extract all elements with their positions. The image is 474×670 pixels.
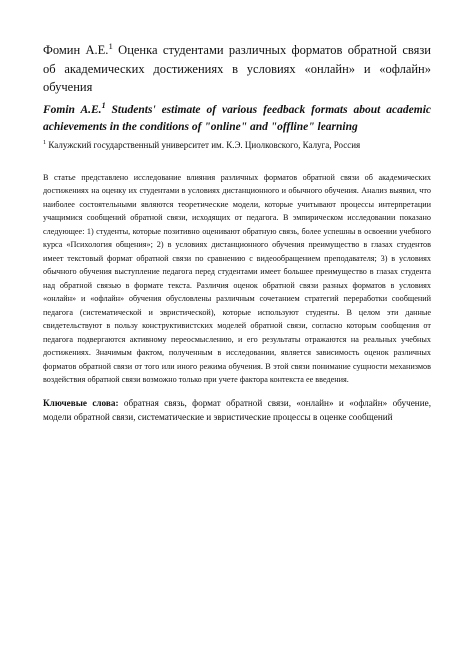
author-ru-footnote-mark: 1 (108, 40, 113, 51)
author-en-footnote-mark: 1 (101, 100, 106, 110)
affiliation-mark: 1 (43, 138, 47, 146)
paper-page (43, 41, 431, 425)
title-en-text: Students' estimate of various feedback formats about academic achievements in the conditions of "online" and "offline" learning (43, 103, 431, 133)
keywords-label: Ключевые слова: (43, 397, 119, 408)
author-ru: Фомин А.Е. (43, 43, 109, 57)
affiliation (43, 139, 431, 151)
abstract: В статье представлено исследование влияния различных форматов обратной связи об академических достижениях на оценку их студентами в условиях дистанционного и обычного обучения. Анализ выявил, что наиболее состоятельными являются теоретические модели, которые учитывают процессы интерпретации учащимися сообщений обратной связи, исходящих от педагога. В эмпирическом исследовании показано следующее: 1) студенты, которые позитивно оценивают обратную связь, более успешны в освоении учебного курса «Психология общения»; 2) в условиях дистанционного обучения преимущество в глазах студентов имеет текстовый формат обратной связи по сравнению с видеообращением преподавателя; 3) в условиях обычного обучения выступление педагога перед студентами имеет большее преимущество в глазах студента над обратной связью в формате текста. Различия оценок обратной связи разных форматов в условиях «онлайн» и «офлайн» обучения обусловлены различным сочетанием стратегий переработки сообщений педагога (систематической и эвристической), которые используют студенты. В целом эти данные свидетельствуют в пользу конструктивистских моделей обратной связи, согласно которым сообщения от педагога подвергаются активному переосмыслению, и его результаты отражаются на реальных учебных достижениях. Значимым фактом, полученным в исследовании, является зависимость оценок различных форматов обратной связи от того или иного режима обучения. В этой связи понимание сущности механизмов воздействия обратной связи возможно только при учете фактора контекста ее введения. (43, 172, 431, 384)
title-russian (43, 41, 431, 97)
keywords-text: обратная связь, формат обратной связи, «онлайн» и «офлайн» обучение, модели обратной связи, систематические и эвристические процессы в оценке сообщений (43, 397, 431, 422)
title-ru-text: Оценка студентами различных форматов обратной связи об академических достижениях в условиях «онлайн» и «офлайн» обучения (43, 43, 431, 94)
keywords (43, 396, 431, 425)
affiliation-text: Калужский государственный университет им. К.Э. Циолковского, Калуга, Россия (46, 139, 361, 150)
author-en: Fomin A.E. (43, 103, 102, 116)
title-english (43, 102, 431, 136)
